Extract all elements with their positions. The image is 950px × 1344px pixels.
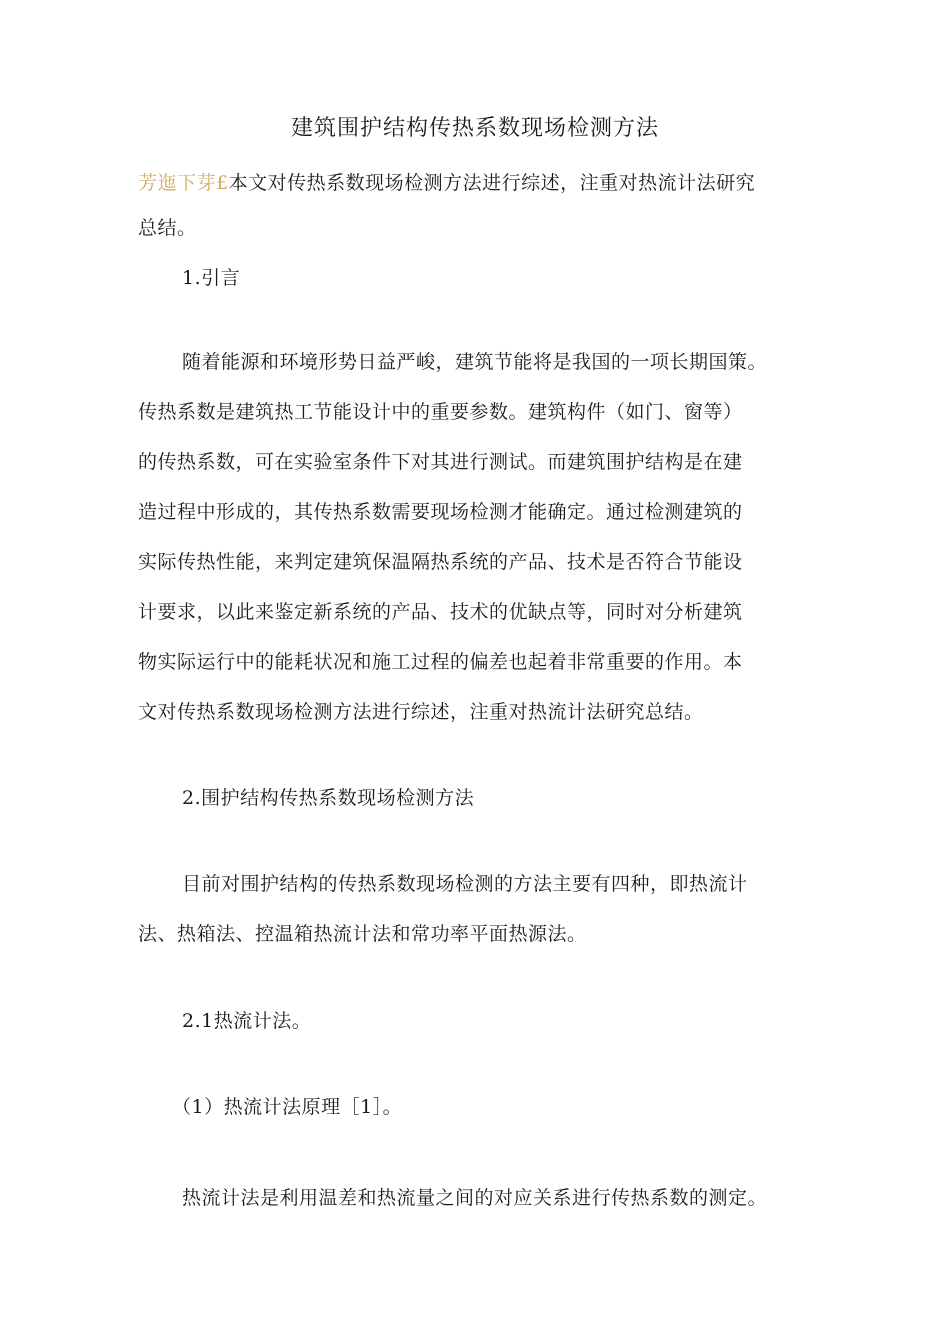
abstract-prefix: 芳迤下芽£: [138, 172, 229, 194]
paragraph-line: 目前对围护结构的传热系数现场检测的方法主要有四种，即热流计: [182, 873, 748, 895]
paragraph-line: 的传热系数，可在实验室条件下对其进行测试。而建筑围护结构是在建: [138, 451, 743, 473]
section-2-1-heading: 2.1热流计法。: [182, 1010, 312, 1032]
abstract-text: 本文对传热系数现场检测方法进行综述，注重对热流计法研究: [228, 172, 756, 194]
paragraph-line: 传热系数是建筑热工节能设计中的重要参数。建筑构件（如门、窗等）: [138, 401, 743, 423]
paragraph-line: 物实际运行中的能耗状况和施工过程的偏差也起着非常重要的作用。本: [138, 651, 743, 673]
paragraph-line: 文对传热系数现场检测方法进行综述，注重对热流计法研究总结。: [138, 701, 704, 723]
paragraph-line: 造过程中形成的，其传热系数需要现场检测才能确定。通过检测建筑的: [138, 501, 743, 523]
paragraph-line: 法、热箱法、控温箱热流计法和常功率平面热源法。: [138, 923, 587, 945]
paragraph-line: 计要求，以此来鉴定新系统的产品、技术的优缺点等，同时对分析建筑: [138, 601, 743, 623]
section-2-heading: 2.围护结构传热系数现场检测方法: [182, 787, 475, 809]
subsection-heading: （1）热流计法原理［1］。: [172, 1096, 403, 1118]
document-title: 建筑围护结构传热系数现场检测方法: [290, 116, 659, 141]
paragraph-line: 随着能源和环境形势日益严峻，建筑节能将是我国的一项长期国策。: [182, 351, 768, 373]
paragraph-line: 实际传热性能，来判定建筑保温隔热系统的产品、技术是否符合节能设: [138, 551, 743, 573]
section-1-heading: 1.引言: [182, 267, 241, 289]
abstract-line-2: 总结。: [138, 217, 197, 239]
abstract-line-1: [138, 168, 755, 198]
paragraph-line: 热流计法是利用温差和热流量之间的对应关系进行传热系数的测定。: [182, 1187, 768, 1209]
